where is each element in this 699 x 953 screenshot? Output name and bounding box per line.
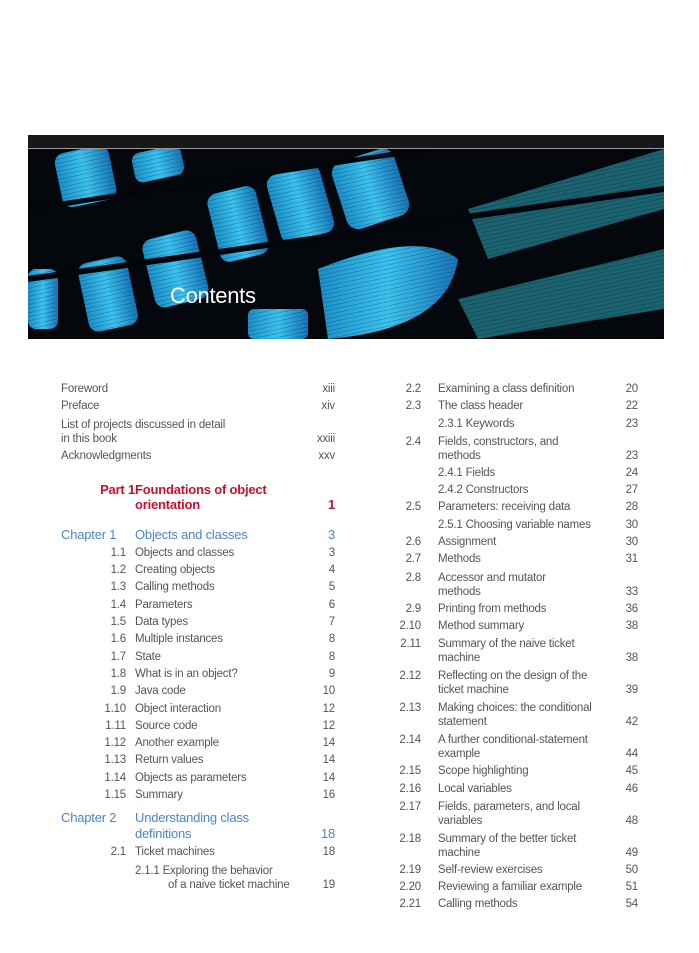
section-title-line: statement — [438, 716, 487, 729]
section-number: 2.11 — [400, 638, 421, 651]
toc-section[interactable] — [388, 896, 638, 913]
section-title-line: Accessor and mutator — [438, 571, 546, 584]
toc-section[interactable] — [61, 701, 335, 718]
subsection-title-line: Exploring the behavior — [162, 864, 273, 877]
section-page: 45 — [625, 765, 638, 778]
toc-section[interactable] — [388, 830, 638, 862]
section-number: 1.5 — [110, 616, 126, 629]
subsection-number: 2.1.1 — [135, 864, 160, 877]
page-title: Contents — [170, 283, 256, 308]
toc-entry-foreword[interactable] — [61, 381, 335, 398]
section-title: Objects and classes — [135, 546, 235, 559]
section-number: 2.10 — [399, 619, 421, 632]
contents-banner — [28, 135, 664, 339]
part-title-line: orientation — [135, 497, 200, 513]
section-title: State — [135, 650, 161, 663]
entry-page: xiv — [321, 400, 335, 413]
section-number: 1.12 — [104, 737, 126, 750]
section-title: Parameters — [135, 598, 193, 611]
toc-entry-acknowledgments[interactable] — [61, 448, 335, 465]
subsection-page: 19 — [322, 878, 335, 891]
entry-title: Foreword — [61, 383, 108, 395]
section-page: 27 — [625, 484, 638, 497]
section-page: 42 — [625, 716, 638, 729]
toc-left-column — [61, 381, 335, 894]
section-number: 1.8 — [110, 667, 126, 680]
section-page: 18 — [322, 846, 335, 859]
section-page: 49 — [625, 846, 638, 859]
section-number: 2.9 — [405, 602, 421, 615]
section-title: Method summary — [438, 619, 525, 632]
section-title: Objects as parameters — [135, 771, 247, 784]
section-page: 28 — [625, 501, 638, 514]
section-number: 1.10 — [104, 702, 126, 715]
toc-section[interactable] — [388, 569, 638, 601]
toc-subsection[interactable] — [61, 862, 335, 894]
section-number: 1.6 — [110, 633, 126, 646]
section-title: Methods — [438, 553, 481, 566]
section-page: 46 — [625, 782, 638, 795]
section-title: Summary — [135, 789, 183, 802]
section-number: 2.1 — [110, 846, 126, 859]
feather-image — [28, 149, 664, 339]
section-page: 8 — [328, 650, 335, 663]
toc-section[interactable] — [61, 735, 335, 752]
toc-section[interactable] — [388, 433, 638, 465]
section-title: Reviewing a familiar example — [438, 881, 582, 894]
section-title: Examining a class definition — [438, 383, 575, 395]
subsection-title — [135, 864, 305, 878]
part-title-line: Foundations of object — [135, 481, 267, 497]
section-page: 50 — [625, 863, 638, 876]
section-title-line: Fields, constructors, and — [438, 435, 559, 448]
toc-entry-list-of-projects[interactable] — [61, 416, 335, 448]
section-title: Scope highlighting — [438, 765, 529, 778]
toc-section[interactable] — [61, 844, 335, 861]
section-page: 23 — [625, 449, 638, 462]
section-number: 2.14 — [399, 734, 421, 747]
toc-section[interactable] — [388, 381, 638, 398]
section-title-line: methods — [438, 449, 481, 462]
section-title-line: Summary of the naive ticket — [438, 638, 575, 651]
chapter-label: Chapter 2 — [61, 810, 117, 826]
toc-chapter-1[interactable] — [61, 527, 335, 543]
toc-right-column — [388, 381, 638, 914]
toc-section[interactable] — [61, 579, 335, 596]
toc-section[interactable] — [61, 683, 335, 700]
entry-page: xiii — [322, 383, 335, 395]
section-page: 7 — [328, 616, 335, 629]
toc-section[interactable] — [61, 718, 335, 735]
toc-section[interactable] — [388, 398, 638, 415]
banner-top-bar — [28, 135, 664, 149]
section-number: 2.12 — [399, 670, 421, 683]
toc-section[interactable] — [61, 770, 335, 787]
toc-subsection[interactable] — [388, 482, 638, 499]
section-title: Calling methods — [135, 581, 215, 594]
toc-section[interactable] — [388, 534, 638, 551]
chapter-title-line: definitions — [135, 826, 192, 842]
section-page: 12 — [322, 719, 335, 732]
section-title: Parameters: receiving data — [438, 501, 571, 514]
section-number: 1.11 — [105, 719, 126, 732]
section-number: 2.4 — [405, 435, 421, 448]
entry-title: Acknowledgments — [61, 449, 152, 462]
section-page: 20 — [625, 383, 638, 395]
section-page: 48 — [625, 814, 638, 827]
toc-section[interactable] — [61, 545, 335, 562]
section-title: Printing from methods — [438, 602, 547, 615]
section-title: Object interaction — [135, 702, 221, 715]
section-page: 31 — [625, 553, 638, 566]
section-number: 1.9 — [110, 685, 126, 698]
toc-section[interactable] — [61, 666, 335, 683]
section-title: Self-review exercises — [438, 863, 543, 876]
section-page: 8 — [328, 633, 335, 646]
part-label: Part 1 — [100, 481, 135, 497]
section-page: 14 — [322, 737, 335, 750]
toc-subsection[interactable] — [388, 416, 638, 433]
section-page: 38 — [625, 619, 638, 632]
toc-section[interactable] — [388, 763, 638, 780]
toc-section[interactable] — [61, 787, 335, 804]
toc-section[interactable] — [61, 631, 335, 648]
toc-section[interactable] — [388, 781, 638, 798]
section-number: 1.14 — [104, 771, 126, 784]
section-title-line: Reflecting on the design of the — [438, 670, 588, 683]
toc-section[interactable] — [388, 862, 638, 879]
chapter-1-sections — [61, 545, 335, 804]
section-page: 22 — [625, 400, 638, 413]
section-title-line: machine — [438, 652, 481, 665]
toc-section[interactable] — [388, 499, 638, 516]
toc-section[interactable] — [388, 667, 638, 699]
section-number: 2.21 — [399, 898, 421, 911]
section-title: Multiple instances — [135, 633, 223, 646]
section-title: Calling methods — [438, 898, 518, 911]
chapter-page: 18 — [320, 826, 335, 842]
section-title-line: machine — [438, 846, 481, 859]
section-title-line: methods — [438, 585, 481, 598]
toc-section[interactable] — [61, 649, 335, 666]
toc-part-1[interactable] — [61, 482, 335, 513]
toc-entry-preface[interactable] — [61, 398, 335, 415]
section-page: 38 — [625, 652, 638, 665]
section-number: 2.5 — [405, 501, 421, 514]
section-title: What is in an object? — [135, 667, 238, 680]
section-title: Ticket machines — [135, 846, 215, 859]
section-number: 2.19 — [399, 863, 421, 876]
section-title-line: Making choices: the conditional — [438, 702, 592, 715]
section-number: 1.1 — [110, 546, 126, 559]
section-page: 23 — [625, 417, 638, 430]
section-title: Local variables — [438, 782, 512, 795]
section-title-line: variables — [438, 814, 483, 827]
section-page: 9 — [328, 667, 335, 680]
section-title: Assignment — [438, 536, 497, 549]
toc-subsection[interactable] — [388, 465, 638, 482]
entry-title-line: List of projects discussed in detail — [61, 418, 226, 431]
section-title: Return values — [135, 754, 204, 767]
section-title: Data types — [135, 616, 188, 629]
toc-section[interactable] — [388, 601, 638, 618]
toc-section[interactable] — [388, 731, 638, 763]
section-title: Creating objects — [135, 564, 215, 577]
section-page: 30 — [625, 518, 638, 531]
section-page: 3 — [328, 546, 335, 559]
section-page: 24 — [625, 466, 638, 479]
subsection-title-line: of a naive ticket machine — [168, 878, 290, 891]
section-title: 2.5.1 Choosing variable names — [438, 518, 591, 531]
entry-page: xxv — [318, 449, 335, 462]
section-page: 44 — [625, 748, 638, 761]
toc-section[interactable] — [61, 614, 335, 631]
toc-section[interactable] — [61, 752, 335, 769]
toc-section[interactable] — [388, 551, 638, 568]
entry-page: xxiii — [316, 432, 335, 445]
section-number: 2.20 — [399, 881, 421, 894]
entry-title-line: in this book — [61, 432, 117, 445]
toc-section[interactable] — [61, 562, 335, 579]
section-number: 2.3 — [405, 400, 421, 413]
section-page: 54 — [625, 898, 638, 911]
section-page: 6 — [328, 598, 335, 611]
section-number: 2.8 — [405, 571, 421, 584]
section-title: Source code — [135, 719, 198, 732]
section-page: 51 — [625, 881, 638, 894]
section-page: 14 — [322, 771, 335, 784]
toc-chapter-2[interactable] — [61, 810, 335, 842]
section-number: 2.18 — [399, 832, 421, 845]
section-page: 16 — [322, 789, 335, 802]
section-title: 2.4.2 Constructors — [438, 484, 529, 497]
section-title: The class header — [438, 400, 524, 413]
section-page: 33 — [625, 585, 638, 598]
section-title: Java code — [135, 685, 186, 698]
section-title-line: A further conditional-statement — [438, 734, 588, 747]
section-number: 1.3 — [110, 581, 126, 594]
section-title-line: Summary of the better ticket — [438, 832, 577, 845]
section-number: 2.2 — [405, 383, 421, 395]
section-number: 2.15 — [399, 765, 421, 778]
section-number: 2.17 — [399, 800, 421, 813]
section-page: 39 — [625, 684, 638, 697]
section-number: 1.7 — [110, 650, 126, 663]
chapter-2-sections — [388, 381, 638, 914]
section-page: 12 — [322, 702, 335, 715]
toc-subsection[interactable] — [388, 517, 638, 534]
section-page: 36 — [625, 602, 638, 615]
section-number: 1.15 — [104, 789, 126, 802]
part-page: 1 — [327, 497, 335, 513]
toc-section[interactable] — [388, 618, 638, 635]
section-page: 5 — [328, 581, 335, 594]
entry-title: Preface — [61, 400, 100, 413]
chapter-label: Chapter 1 — [61, 526, 117, 542]
section-page: 10 — [322, 685, 335, 698]
section-page: 14 — [322, 754, 335, 767]
section-title-line: Fields, parameters, and local — [438, 800, 580, 813]
chapter-title-line: Understanding class — [135, 810, 249, 826]
section-title-line: example — [438, 748, 481, 761]
toc-section[interactable] — [388, 635, 638, 667]
toc-section[interactable] — [388, 699, 638, 731]
section-title: Another example — [135, 737, 219, 750]
section-number: 2.7 — [405, 553, 421, 566]
section-number: 1.13 — [104, 754, 126, 767]
section-page: 30 — [625, 536, 638, 549]
chapter-title: Objects and classes — [135, 526, 248, 542]
section-page: 4 — [328, 564, 335, 577]
toc-section[interactable] — [388, 879, 638, 896]
section-number: 1.2 — [110, 564, 126, 577]
section-number: 1.4 — [110, 598, 126, 611]
chapter-page: 3 — [327, 526, 335, 542]
section-number: 2.6 — [405, 536, 421, 549]
section-title: 2.4.1 Fields — [438, 466, 496, 479]
section-number: 2.13 — [399, 702, 421, 715]
toc-section[interactable] — [61, 597, 335, 614]
section-number: 2.16 — [399, 782, 421, 795]
section-title: 2.3.1 Keywords — [438, 417, 515, 430]
toc-section[interactable] — [388, 798, 638, 830]
section-title-line: ticket machine — [438, 684, 509, 697]
